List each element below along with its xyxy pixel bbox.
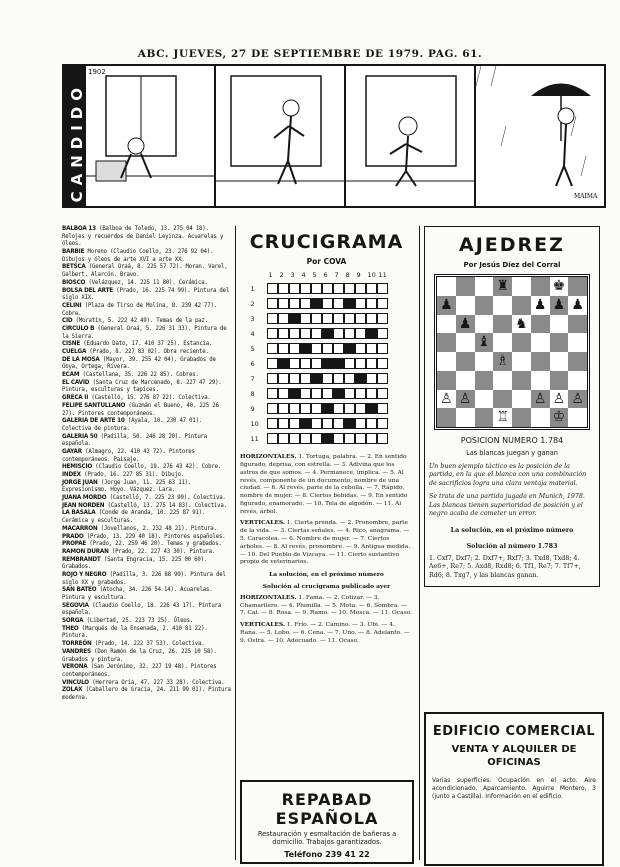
chess-square [493, 371, 512, 390]
crossword-row-number: 1 [250, 285, 255, 294]
comic-side-band [64, 66, 84, 206]
listing-item: LA BASALA (Conde de Aranda, 10. 225 87 91). Cerámica y esculturas. [62, 510, 206, 525]
crossword-cell [300, 418, 311, 429]
crossword-cell [300, 433, 311, 444]
crossword-cell [333, 313, 344, 324]
crossword-cell [344, 328, 355, 339]
listing-item: CELINI (Plaza de Tirso de Molina, 8. 239 42 77). Cobre. [62, 302, 217, 317]
crossword-cell [355, 328, 366, 339]
chess-section [424, 226, 600, 587]
chess-square [568, 352, 587, 371]
listing-item: VANDRES (Don Ramón de la Cruz, 26. 225 10 58). Grabados y pintura. [62, 648, 217, 663]
crossword-cell [344, 298, 355, 309]
crossword-cell [377, 313, 388, 324]
chess-square [437, 408, 456, 427]
crossword-cell [300, 388, 311, 399]
crossword-cell [322, 328, 333, 339]
crossword-cell [311, 388, 322, 399]
chess-square: ♙ [440, 390, 453, 407]
comic-panel-1-drawing [86, 66, 214, 206]
listing-item: CIRCULO B (General Oraá, 5. 226 31 33). Pintura de la Sierra. [62, 325, 227, 340]
crossword-row-number: 9 [250, 405, 255, 414]
crossword-cell [366, 298, 377, 309]
comic-panel-4 [474, 66, 604, 206]
crossword-cell [377, 358, 388, 369]
chess-square [456, 333, 475, 352]
comic-panel-4-drawing [476, 66, 604, 206]
repabad-phone: Teléfono 239 41 22 [284, 850, 370, 859]
crossword-cell [278, 328, 289, 339]
crossword-solution-next: La solución, en el próximo número [269, 571, 384, 579]
crossword-cell [278, 373, 289, 384]
chess-solution: 1. Cxf7, Dxf7; 2. Dxf7+, Rxf7; 3. Txd8, Txd8; 4. Ae6+, Re7; 5. Axd8, Rxd8; 6. Tf1, Re7; 7. Tf7+, Rd6; 8. Txg7, y las blancas ganan. [429, 554, 581, 579]
listing-item: GALERIA DE ARTE 10 (Ayala, 10. 230 47 01). Colectiva de pintura. [62, 418, 203, 432]
crossword-cell [300, 283, 311, 294]
chess-title: AJEDREZ [459, 234, 565, 256]
chess-square [550, 371, 569, 390]
crossword-cell [289, 313, 300, 324]
crossword-cell [289, 328, 300, 339]
crossword-cell [300, 298, 311, 309]
crossword-cell [267, 298, 278, 309]
crossword-cell [322, 283, 333, 294]
crossword-cell [344, 418, 355, 429]
crossword-cell [289, 343, 300, 354]
crossword-cell [289, 418, 300, 429]
chess-square [550, 315, 569, 334]
crossword-solution-v: VERTICALES. 1. Frío. — 2. Camino. — 3. Ubi. — 4. Rana. — 5. Lobo. — 6. Cena. — 7. Uno. — 8. Adelanto. — 9. Ostra. — 10. Adecuado. — 11. Ocaso. [240, 621, 410, 644]
crossword-cell [322, 418, 333, 429]
crossword-row-number: 2 [250, 300, 255, 309]
chess-square [512, 390, 531, 409]
chess-square [568, 408, 587, 427]
crossword-cell [344, 343, 355, 354]
column-rule-1 [235, 226, 236, 860]
crossword-cell [300, 358, 311, 369]
chess-task: Las blancas juegan y ganan [466, 448, 558, 457]
crossword-cell [344, 283, 355, 294]
listing-item: THEO (Marqués de la Ensenada, 2. 410 81 22). Pintura. [62, 625, 208, 640]
crossword-cell [355, 388, 366, 399]
crossword-title: CRUCIGRAMA [249, 231, 404, 253]
chess-intro: Un buen ejemplo táctico es la posición de la partida, en la que el blanco con una combinación de sacrificios logra una clara ventaja material. [429, 462, 587, 487]
chess-square [568, 277, 587, 296]
listing-item: CUELGA (Prado, 8. 227 83 02). Obra reciente. [62, 349, 209, 355]
crossword-col-number: 5 [312, 271, 317, 280]
chess-square: ♜ [493, 277, 512, 296]
crossword-cell [267, 328, 278, 339]
chess-square [568, 315, 587, 334]
edificio-text: Varias superficies. Ocupación en el acto. Aire acondicionado. Aparcamiento. Aguirre Montero, 3 (junto a Castilla). Información en el edificio. [432, 777, 596, 801]
listing-item: EL CAVID (Santa Cruz de Marcenado, 8. 227 47 29). Pintura, esculturas y tapices. [62, 379, 222, 394]
comic-strip [62, 64, 606, 208]
crossword-cell [278, 343, 289, 354]
crossword-cell [278, 313, 289, 324]
crossword-cell [267, 433, 278, 444]
crossword-cell [377, 298, 388, 309]
crossword-cell [311, 358, 322, 369]
crossword-cell [289, 403, 300, 414]
edificio-subtitle: VENTA Y ALQUILER DE OFICINAS [451, 744, 577, 768]
crossword-cell [289, 283, 300, 294]
chess-square [531, 371, 550, 390]
crossword-cell [267, 403, 278, 414]
listing-item: BOLSA DEL ARTE (Prado, 16. 225 74 99). Pintura del siglo XIX. [62, 287, 230, 302]
listing-item: VINCULO (Herrera Oria, 47. 227 33 28). Colectiva. [62, 679, 225, 686]
crossword-cell [311, 328, 322, 339]
crossword-cell [366, 418, 377, 429]
chess-square: ♟ [550, 296, 569, 315]
listing-item: BETSCA (General Oraá, 8. 225 57 72). Moran. Varel, Galbert. Alarcón. Bravo. [62, 264, 228, 279]
comic-panel-3 [344, 66, 474, 206]
crossword-cell [366, 328, 377, 339]
crossword-verticales: VERTICALES. 1. Cierta prenda. — 2. Pronombre, parte de la vida. — 3. Ciertas señales. — 4. Rico, anagrama. — 5. Caracolea. — 6. Nombre de mujer. — 7. Ciertos árboles. — 8. Al revés, pronombre. — 9. Antigua medida. — 10. Del Pueblo de Vizcaya. — 11. Cierto sustantivo propio de veterinarios. [240, 519, 411, 566]
crossword-row-number: 5 [250, 345, 255, 354]
chess-square: ♙ [456, 390, 475, 409]
crossword-cell [311, 298, 322, 309]
chess-square [475, 371, 494, 390]
listing-item: INDEX (Prado, 16. 227 85 31). Dibujo. [62, 472, 185, 478]
crossword-cell [267, 283, 278, 294]
listing-item: ROJO Y NEGRO (Padilla, 3. 226 88 99). Pintura del siglo XX y grabados. [62, 571, 226, 586]
listing-item: RAMON DURAN (Prado, 22. 227 43 30). Pintura. [62, 548, 216, 555]
crossword-cell [344, 313, 355, 324]
crossword-cell [278, 433, 289, 444]
chess-square [456, 352, 475, 371]
crossword-row-number: 11 [250, 435, 259, 444]
crossword-cell [377, 403, 388, 414]
crossword-cell [377, 373, 388, 384]
crossword-cell [267, 388, 278, 399]
chess-square [493, 333, 512, 352]
chess-square [475, 315, 494, 334]
comic-credit: 1902 [88, 68, 106, 76]
crossword-cell [344, 388, 355, 399]
crossword-cell [355, 313, 366, 324]
chess-square [493, 296, 512, 315]
crossword-cell [366, 283, 377, 294]
crossword-cell [289, 388, 300, 399]
chess-square [531, 277, 550, 296]
crossword-cell [311, 283, 322, 294]
crossword-cell [267, 358, 278, 369]
crossword-cell [278, 388, 289, 399]
gallery-listings [62, 226, 232, 703]
listing-item: BIOSCO (Velázquez, 14. 225 11 80). Cerámica. [62, 279, 208, 286]
crossword-solution-h: HORIZONTALES. 1. Fama. — 2. Cotizar. — 3. Chamarilero. — 4. Plumilla. — 5. Mota. — 6. Sombra. — 7. Cal. — 8. Rosa. — 9. Ramo. — 10. Mosca. — 11. Ocaso. [240, 593, 412, 617]
crossword-cell [300, 328, 311, 339]
chess-square [550, 333, 569, 352]
crossword-cell [344, 358, 355, 369]
chess-square: ♝ [475, 333, 494, 352]
listing-item: SAN BATEO (Atocha, 34. 226 54 14). Acuarelas. Pintura y escultura. [62, 587, 213, 601]
crossword-cell [300, 403, 311, 414]
crossword-cell [333, 343, 344, 354]
crossword-cell [333, 283, 344, 294]
chess-square: ♟ [437, 296, 456, 315]
crossword-cell [366, 358, 377, 369]
crossword-cell [377, 343, 388, 354]
crossword-cell [278, 418, 289, 429]
crossword-cell [322, 373, 333, 384]
chess-square [550, 352, 569, 371]
chess-square [475, 352, 494, 371]
crossword-cell [311, 433, 322, 444]
chess-square [437, 371, 456, 390]
chess-square: ♟ [571, 296, 584, 313]
crossword-col-number: 2 [279, 271, 284, 280]
crossword-cell [333, 298, 344, 309]
crossword-cell [278, 358, 289, 369]
listing-item: JORGE JUAN (Jorge Juan, 11. 225 63 11). Expresionismo. Hoyo. Vázquez. Lara. [62, 479, 192, 494]
crossword-section [240, 226, 413, 648]
crossword-cell [322, 388, 333, 399]
crossword-cell [289, 358, 300, 369]
listing-item: PRADO (Prado, 13. 229 40 18). Pintores españoles. [62, 533, 226, 540]
crossword-cell [289, 373, 300, 384]
chess-square [456, 277, 475, 296]
crossword-cell [333, 388, 344, 399]
crossword-cell [377, 433, 388, 444]
comic-panel-3-drawing [346, 66, 474, 206]
crossword-cell [267, 313, 278, 324]
crossword-solution-header: Solución al crucigrama publicado ayer [262, 582, 391, 590]
listing-item: BALBOA 13 (Balboa de Toledo, 13. 275 04 18). Relojes y recuerdos de Daniel Leyinza. Acuarelas y óleos. [62, 226, 224, 248]
chess-square: ♖ [496, 409, 509, 426]
listing-item: FELIPE SANTULLANO (Guzmán el Bueno, 40. 225 26 27). Pintores contemporáneos. [62, 402, 219, 417]
column-rule-2 [419, 226, 420, 860]
crossword-horizontales: HORIZONTALES. 1. Tortuga, palabra. — 2. En sentido figurado, deprisa, con estrella. — 3. Adivina que los astros de que somos. — 4. Permanece, implica. — 5. Al revés, componente de un documento, nombre de una ciudad. — 6. Al revés, parte de la cebolla. — 7. Rápido, nombre de mujer. — 8. Ciertos bebidas. — 9. En sentido figurado, enamorado. — 10. Tela de algodón. — 11. Al revés, árbol. [240, 453, 408, 515]
chess-note: Se trata de una partida jugada en Munich, 1978. Las blancas tienen superioridad de posición y el negro acaba de cometer un error. [429, 493, 585, 518]
crossword-col-number: 7 [334, 271, 339, 280]
crossword-cell [267, 373, 278, 384]
chess-square: ♗ [493, 352, 512, 371]
crossword-cell [267, 418, 278, 429]
crossword-cell [344, 373, 355, 384]
chess-square [437, 315, 456, 334]
chess-next: La solución, en el próximo número [450, 526, 574, 534]
chess-square [568, 333, 587, 352]
listing-item: JEAN NORDEN (Castelló, 13. 275 14 83). Colectiva. [62, 502, 227, 509]
crossword-cell [355, 358, 366, 369]
crossword-cell [311, 313, 322, 324]
crossword-cell [333, 418, 344, 429]
crossword-col-number: 4 [301, 271, 306, 280]
chess-square [475, 277, 494, 296]
chess-square [475, 296, 494, 315]
crossword-cell [311, 403, 322, 414]
crossword-cell [300, 343, 311, 354]
crossword-cell [355, 283, 366, 294]
crossword-cell [267, 343, 278, 354]
comic-panel-2 [214, 66, 344, 206]
crossword-cell [300, 373, 311, 384]
listing-item: DE LA MOSA (Mayor, 39. 255 42 04). Grabados de Goya, Ortega, Rivera. [62, 356, 216, 371]
chess-square [512, 352, 531, 371]
crossword-cell [366, 343, 377, 354]
crossword-grid [249, 271, 405, 453]
crossword-cell [278, 283, 289, 294]
crossword-col-number: 3 [290, 271, 295, 280]
crossword-cell [366, 313, 377, 324]
crossword-cell [377, 388, 388, 399]
listing-item: GAYAR (Almagro, 22. 410 43 72). Pintores contemporáneos. Paisaje. [62, 448, 195, 463]
listing-item: BARBIE Moreno (Claudio Coello, 23. 276 92 04). Dibujos y óleos de arte XVI a arte XX. [62, 249, 214, 263]
chess-square [512, 371, 531, 390]
crossword-cell [322, 298, 333, 309]
crossword-cell [300, 313, 311, 324]
repabad-title: REPABAD ESPAÑOLA [275, 790, 379, 828]
crossword-cell [377, 328, 388, 339]
crossword-cell [333, 358, 344, 369]
crossword-col-number: 8 [345, 271, 350, 280]
chess-square: ♞ [515, 315, 528, 332]
chess-square [475, 390, 494, 409]
chess-square [512, 296, 531, 315]
listing-item: CISNE (Eduardo Dato, 17. 410 37 25). Estancia. [62, 341, 213, 348]
crossword-cell [322, 358, 333, 369]
chess-square: ♚ [552, 278, 566, 295]
crossword-row-number: 7 [250, 375, 255, 384]
chess-square [531, 408, 550, 427]
listing-item: ECAM (Castellana, 35. 226 22 85). Cobres. [62, 372, 199, 379]
chess-square [437, 277, 456, 296]
crossword-cell [377, 283, 388, 294]
listing-item: HEMISCIO (Claudio Coello, 19. 276 43 42). Cobre. [62, 464, 222, 471]
chess-square [456, 296, 475, 315]
chess-square [531, 315, 550, 334]
listing-item: VERONA (San Jerónimo, 32. 227 19 48). Pintores contemporáneos. [62, 664, 217, 678]
chess-square [456, 371, 475, 390]
crossword-cell [333, 373, 344, 384]
crossword-cell [322, 343, 333, 354]
chess-square [531, 333, 550, 352]
chess-square [512, 333, 531, 352]
crossword-cell [366, 388, 377, 399]
crossword-cell [311, 343, 322, 354]
crossword-cell [333, 433, 344, 444]
listing-item: GRECA II (Castelló, 15. 276 87 22). Colectiva. [62, 395, 211, 402]
crossword-col-number: 9 [356, 271, 361, 280]
crossword-col-number: 11 [378, 271, 387, 280]
chess-square [568, 371, 587, 390]
crossword-col-number: 1 [268, 271, 273, 280]
crossword-cell [322, 403, 333, 414]
chess-position-number: POSICION NUMERO 1.784 [460, 436, 564, 446]
chess-square [512, 408, 531, 427]
crossword-author: Por COVA [306, 257, 347, 267]
chess-square [531, 352, 550, 371]
chess-square: ♙ [568, 390, 587, 409]
crossword-cell [344, 403, 355, 414]
crossword-cell [322, 313, 333, 324]
crossword-cell [311, 373, 322, 384]
listing-item: MACARRON (Jovellanos, 2. 232 48 21). Pintura. [62, 525, 217, 532]
chess-square [493, 390, 512, 409]
repabad-ad [240, 780, 414, 864]
crossword-cell [355, 343, 366, 354]
crossword-cell [355, 418, 366, 429]
chess-square [475, 408, 494, 427]
listing-item: ZOLAX (Caballero de Gracia, 24. 211 99 01). Pintura moderna. [62, 687, 231, 701]
crossword-cell [289, 433, 300, 444]
crossword-col-number: 10 [367, 271, 376, 280]
crossword-cell [355, 403, 366, 414]
listing-item: JUANA MORDO (Castelló, 7. 225 23 99). Colectiva. [62, 495, 226, 502]
edificio-title: EDIFICIO COMERCIAL [432, 724, 596, 739]
chess-square [437, 352, 456, 371]
crossword-cell [377, 418, 388, 429]
crossword-cell [366, 373, 377, 384]
chess-square [437, 333, 456, 352]
chess-square [456, 408, 475, 427]
chess-square: ♙ [552, 390, 566, 407]
crossword-cell [289, 298, 300, 309]
chess-author: Por Jesús Díez del Corral [463, 260, 561, 269]
chess-square [512, 277, 531, 296]
chess-square: ♙ [531, 390, 550, 409]
crossword-cell [278, 403, 289, 414]
crossword-row-number: 10 [250, 420, 259, 429]
chess-square: ♟ [533, 296, 547, 313]
crossword-cell [322, 433, 333, 444]
comic-panel-1 [84, 66, 214, 206]
listing-item: CID (Moratín, 5. 222 42 49). Temas de la paz. [62, 318, 208, 325]
crossword-cell [366, 433, 377, 444]
crossword-row-number: 8 [250, 390, 255, 399]
listing-item: GALERIA 50 (Padilla, 50. 246 28 20). Pintura española. [62, 433, 208, 448]
comic-title: CANDIDO [68, 82, 86, 203]
comic-panel-2-drawing [216, 66, 344, 206]
repabad-text: Restauración y esmaltación de bañeras a domicilio. Trabajos garantizados. [257, 830, 397, 846]
crossword-row-number: 3 [250, 315, 255, 324]
crossword-row-number: 4 [250, 330, 255, 339]
crossword-cell [333, 328, 344, 339]
crossword-cell [278, 298, 289, 309]
crossword-cell [355, 298, 366, 309]
comic-signature: MAIMA [574, 193, 598, 200]
crossword-cell [344, 433, 355, 444]
chess-square: ♔ [550, 408, 569, 427]
chess-board [434, 274, 590, 430]
crossword-col-number: 6 [323, 271, 328, 280]
listing-item: SORGA (Libertad, 25. 223 73 25). Óleos. [62, 618, 194, 625]
crossword-cell [366, 403, 377, 414]
listing-item: PROPAE (Prado, 22. 259 46 20). Temas y grabados. [62, 541, 222, 548]
crossword-row-number: 6 [250, 360, 255, 369]
crossword-cell [355, 433, 366, 444]
crossword-cell [311, 418, 322, 429]
chess-square: ♟ [456, 315, 475, 334]
crossword-cell [333, 403, 344, 414]
chess-square [493, 315, 512, 334]
crossword-cell [355, 373, 366, 384]
chess-solution-header: Solución al número 1.783 [466, 543, 558, 551]
listing-item: REMBRANDT (Santa Engracia, 15. 225 00 60). Grabados. [62, 556, 208, 571]
listing-item: SEGOVIA (Claudio Coello, 18. 226 43 17). Pintura española. [62, 602, 222, 617]
listing-item: TORREÓN (Prado, 14. 222 37 53). Colectiva. [62, 641, 205, 648]
page-header: ABC. JUEVES, 27 DE SEPTIEMBRE DE 1979. PAG. 61. [137, 48, 483, 60]
edificio-ad [424, 712, 604, 866]
